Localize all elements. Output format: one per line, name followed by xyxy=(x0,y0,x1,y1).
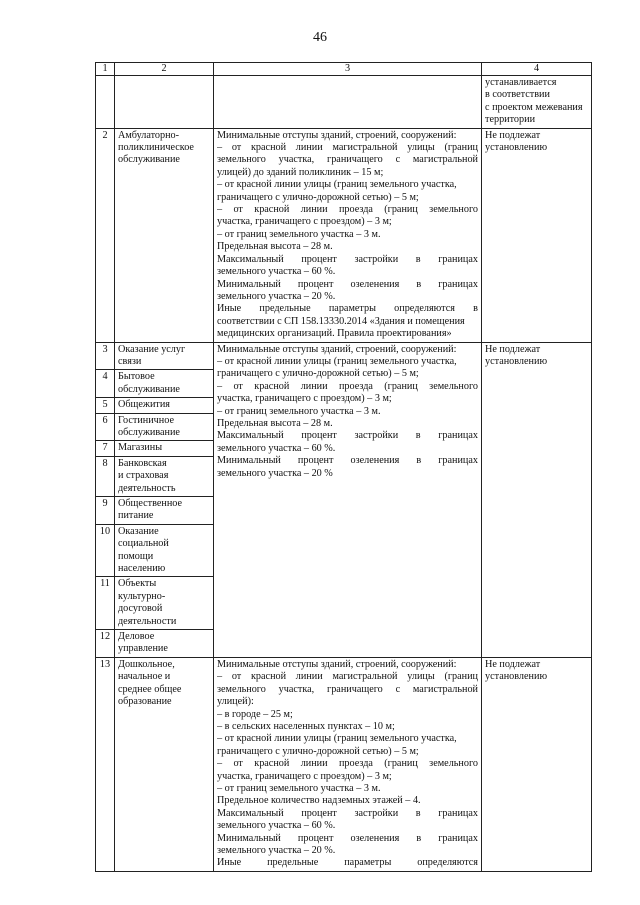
text-line: образование xyxy=(118,696,172,708)
text-line: Банковская xyxy=(118,457,167,469)
text-line: Максимальный процент застройки в границах xyxy=(217,430,478,442)
text-line: Минимальный процент озеленения в границах xyxy=(217,455,478,467)
continuation-row xyxy=(96,76,592,129)
use-type-name xyxy=(115,630,214,658)
parameters-text xyxy=(214,342,482,657)
text-line: Оказание xyxy=(118,525,159,537)
text-line: Не подлежат xyxy=(485,129,541,141)
text-line: участка, граничащего с проездом) – 3 м; xyxy=(217,393,392,405)
status-text xyxy=(482,657,592,871)
text-line: граничащего с улично-дорожной сетью) – 5 м; xyxy=(217,191,419,203)
text-line: Амбулаторно- xyxy=(118,129,180,141)
row-number: 9 xyxy=(96,497,115,525)
text-line: устанавливается xyxy=(485,77,557,88)
row-number: 4 xyxy=(96,370,115,398)
row-number: 10 xyxy=(96,524,115,577)
row-number: 7 xyxy=(96,441,115,456)
text-line: медицинских организаций. Правила проектирования» xyxy=(217,328,452,340)
header-col-4: 4 xyxy=(482,63,592,76)
text-line: земельного участка – 60 %. xyxy=(217,442,336,454)
header-col-3: 3 xyxy=(214,63,482,76)
regulations-table xyxy=(95,62,592,872)
text-line: Предельная высота – 28 м. xyxy=(217,417,333,429)
text-line: Минимальный процент озеленения в границах xyxy=(217,278,478,290)
text-line: территории xyxy=(485,114,536,126)
text-line: Иные предельные параметры определяются xyxy=(217,857,478,869)
text-line: – от границ земельного участка – 3 м. xyxy=(217,228,381,240)
text-line: Максимальный процент застройки в границах xyxy=(217,253,478,265)
text-line: Максимальный процент застройки в границах xyxy=(217,807,478,819)
row-number: 6 xyxy=(96,413,115,441)
text-line: Общежития xyxy=(118,399,170,411)
text-line: деятельности xyxy=(118,615,177,627)
use-type-name xyxy=(115,398,214,413)
continuation-params xyxy=(214,76,482,129)
text-line: Не подлежат xyxy=(485,658,541,670)
use-type-name xyxy=(115,577,214,630)
text-line: – от красной линии улицы (границ земельного участка, xyxy=(217,355,457,367)
text-line: Деловое xyxy=(118,631,155,643)
table-row-13 xyxy=(96,657,592,871)
text-line: установлению xyxy=(485,355,548,367)
row-number: 2 xyxy=(96,128,115,342)
use-type-name xyxy=(115,441,214,456)
use-type-name xyxy=(115,524,214,577)
text-line: Общественное xyxy=(118,498,183,509)
row-number: 8 xyxy=(96,456,115,496)
text-line: земельного участка – 60 %. xyxy=(217,266,336,278)
text-line: с проектом межевания xyxy=(485,101,583,113)
text-line: Предельная высота – 28 м. xyxy=(217,241,333,253)
text-line: установлению xyxy=(485,142,548,154)
use-type-name xyxy=(115,128,214,342)
text-line: установлению xyxy=(485,671,548,683)
use-type-name xyxy=(115,413,214,441)
text-line: Минимальные отступы зданий, строений, сооружений: xyxy=(217,343,457,355)
continuation-name xyxy=(115,76,214,129)
text-line: земельного участка, граничащего с магистральной xyxy=(217,683,478,695)
text-line: деятельность xyxy=(118,482,176,494)
page-number: 46 xyxy=(313,30,327,45)
text-line: начальное и xyxy=(118,671,171,683)
text-line: граничащего с улично-дорожной сетью) – 5 м; xyxy=(217,368,419,380)
text-line: Не подлежат xyxy=(485,343,541,355)
continuation-num xyxy=(96,76,115,129)
text-line: – в сельских населенных пунктах – 10 м; xyxy=(217,720,395,732)
text-line: помощи xyxy=(118,550,154,562)
text-line: управление xyxy=(118,643,168,655)
text-line: Предельное количество надземных этажей – 4. xyxy=(217,795,421,807)
row-number: 3 xyxy=(96,342,115,370)
text-line: обслуживание xyxy=(118,154,180,166)
text-line: Гостиничное xyxy=(118,414,174,426)
text-line: – от красной линии улицы (границ земельного участка, xyxy=(217,179,457,191)
parameters-text xyxy=(214,657,482,871)
text-line: Оказание услуг xyxy=(118,343,186,355)
row-number: 13 xyxy=(96,657,115,871)
parameters-text xyxy=(214,128,482,342)
header-col-1: 1 xyxy=(96,63,115,76)
text-line: питание xyxy=(118,510,154,522)
text-line: – от красной линии проезда (границ земельного xyxy=(217,204,478,216)
text-line: – от границ земельного участка – 3 м. xyxy=(217,782,381,794)
text-line: земельного участка – 20 %. xyxy=(217,844,336,856)
use-type-name xyxy=(115,497,214,525)
header-col-2: 2 xyxy=(115,63,214,76)
text-line: – от красной линии улицы (границ земельного участка, xyxy=(217,733,457,745)
text-line: и страховая xyxy=(118,470,169,482)
text-line: соответствии с СП 158.13330.2014 «Здания и помещения xyxy=(217,315,465,327)
text-line: – от красной линии магистральной улицы (границ xyxy=(217,671,478,683)
use-type-name xyxy=(115,370,214,398)
text-line: среднее общее xyxy=(118,683,182,695)
text-line: участка, граничащего с проездом) – 3 м; xyxy=(217,770,392,782)
text-line: досуговой xyxy=(118,603,163,615)
text-line: поликлиническое xyxy=(118,142,194,154)
text-line: земельного участка – 60 %. xyxy=(217,820,336,832)
text-line: земельного участка – 20 % xyxy=(217,467,333,479)
text-line: – от красной линии проезда (границ земельного xyxy=(217,758,478,770)
status-text xyxy=(482,342,592,657)
text-line: Иные предельные параметры определяются в xyxy=(217,303,478,315)
use-type-name xyxy=(115,456,214,496)
text-line: – в городе – 25 м; xyxy=(217,708,293,720)
text-line: – от красной линии магистральной улицы (границ xyxy=(217,142,478,154)
text-line: – от красной линии проезда (границ земельного xyxy=(217,380,478,392)
row-number: 5 xyxy=(96,398,115,413)
row-number: 11 xyxy=(96,577,115,630)
text-line: Магазины xyxy=(118,442,163,454)
text-line: обслуживание xyxy=(118,426,180,438)
text-line: связи xyxy=(118,355,142,367)
text-line: Бытовое xyxy=(118,371,155,383)
text-line: в соответствии xyxy=(485,89,550,101)
table-row-2 xyxy=(96,128,592,342)
text-line: Дошкольное, xyxy=(118,658,175,670)
text-line: граничащего с улично-дорожной сетью) – 5 м; xyxy=(217,745,419,757)
text-line: Объекты xyxy=(118,578,157,590)
row-number: 12 xyxy=(96,630,115,658)
table-row-3 xyxy=(96,342,592,370)
continuation-status xyxy=(482,76,592,129)
use-type-name xyxy=(115,342,214,370)
text-line: Минимальные отступы зданий, строений, сооружений: xyxy=(217,658,457,670)
text-line: Минимальные отступы зданий, строений, сооружений: xyxy=(217,129,457,141)
text-line: Минимальный процент озеленения в границах xyxy=(217,832,478,844)
header-row xyxy=(96,63,592,76)
text-line: земельного участка – 20 %. xyxy=(217,290,336,302)
status-text xyxy=(482,128,592,342)
text-line: участка, граничащего с проездом) – 3 м; xyxy=(217,216,392,228)
text-line: земельного участка, граничащего с магистральной xyxy=(217,154,478,166)
text-line: населению xyxy=(118,563,166,575)
use-type-name xyxy=(115,657,214,871)
text-line: – от границ земельного участка – 3 м. xyxy=(217,405,381,417)
text-line: улицей) до зданий поликлиник – 15 м; xyxy=(217,166,384,178)
text-line: культурно- xyxy=(118,590,166,602)
text-line: социальной xyxy=(118,538,169,550)
text-line: улицей): xyxy=(217,696,254,708)
text-line: обслуживание xyxy=(118,383,180,395)
